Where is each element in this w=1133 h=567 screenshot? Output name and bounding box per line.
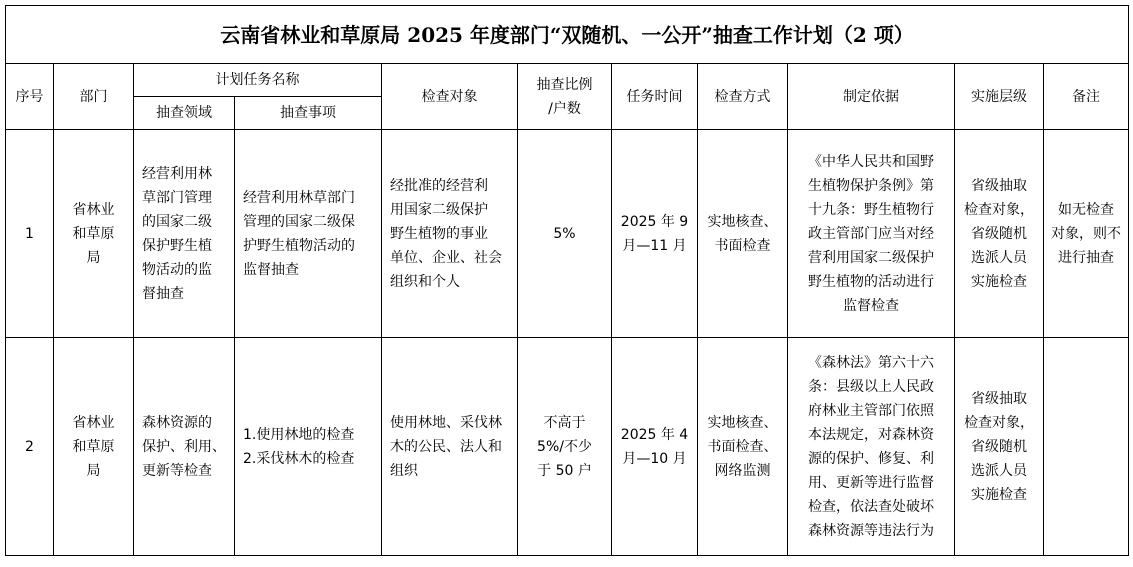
table-row (6, 338, 1129, 556)
cell-level: 省级抽取 检查对象， 省级随机 选派人员 实施检查 (955, 338, 1044, 556)
header-remark: 备注 (1044, 64, 1129, 130)
header-row (6, 64, 1129, 97)
header-field: 抽查领域 (134, 97, 235, 130)
header-seq: 序号 (6, 64, 54, 130)
cell-ratio: 5% (518, 130, 612, 338)
cell-time: 2025 年 9 月—11 月 (612, 130, 698, 338)
header-item: 抽查事项 (235, 97, 382, 130)
cell-method: 实地核查、 书面检查 (698, 130, 788, 338)
cell-item: 经营利用林草部门 管理的国家二级保 护野生植物活动的 监督抽查 (235, 130, 382, 338)
cell-basis: 《森林法》第六十六 条：县级以上人民政 府林业主管部门依照 本法规定，对森林资 源的保护、修复、利 用、更新等进行监督 检查，依法查处破坏 森林资源等违法行为 (788, 338, 955, 556)
cell-seq: 1 (6, 130, 54, 338)
header-ratio: 抽查比例 /户数 (518, 64, 612, 130)
header-dept: 部门 (54, 64, 134, 130)
cell-target: 经批准的经营利 用国家二级保护 野生植物的事业 单位、企业、社会 组织和个人 (382, 130, 518, 338)
cell-ratio: 不高于 5%/不少 于 50 户 (518, 338, 612, 556)
header-basis: 制定依据 (788, 64, 955, 130)
plan-table (5, 5, 1129, 556)
cell-remark (1044, 338, 1129, 556)
cell-target: 使用林地、采伐林 木的公民、法人和 组织 (382, 338, 518, 556)
header-time: 任务时间 (612, 64, 698, 130)
cell-seq: 2 (6, 338, 54, 556)
cell-field: 经营利用林 草部门管理 的国家二级 保护野生植 物活动的监 督抽查 (134, 130, 235, 338)
header-method: 检查方式 (698, 64, 788, 130)
cell-remark: 如无检查 对象，则不 进行抽查 (1044, 130, 1129, 338)
table-row (6, 130, 1129, 338)
cell-time: 2025 年 4 月—10 月 (612, 338, 698, 556)
cell-level: 省级抽取 检查对象， 省级随机 选派人员 实施检查 (955, 130, 1044, 338)
table-title: 云南省林业和草原局 2025 年度部门“双随机、一公开”抽查工作计划（2 项） (6, 6, 1129, 64)
cell-method: 实地核查、 书面检查、 网络监测 (698, 338, 788, 556)
cell-field: 森林资源的 保护、利用、 更新等检查 (134, 338, 235, 556)
header-task-group: 计划任务名称 (134, 64, 382, 97)
cell-dept: 省林业 和草原 局 (54, 338, 134, 556)
header-level: 实施层级 (955, 64, 1044, 130)
cell-item: 1.使用林地的检查 2.采伐林木的检查 (235, 338, 382, 556)
cell-dept: 省林业 和草原 局 (54, 130, 134, 338)
cell-basis: 《中华人民共和国野 生植物保护条例》第 十九条：野生植物行 政主管部门应当对经 营利用国家二级保护 野生植物的活动进行 监督检查 (788, 130, 955, 338)
header-target: 检查对象 (382, 64, 518, 130)
